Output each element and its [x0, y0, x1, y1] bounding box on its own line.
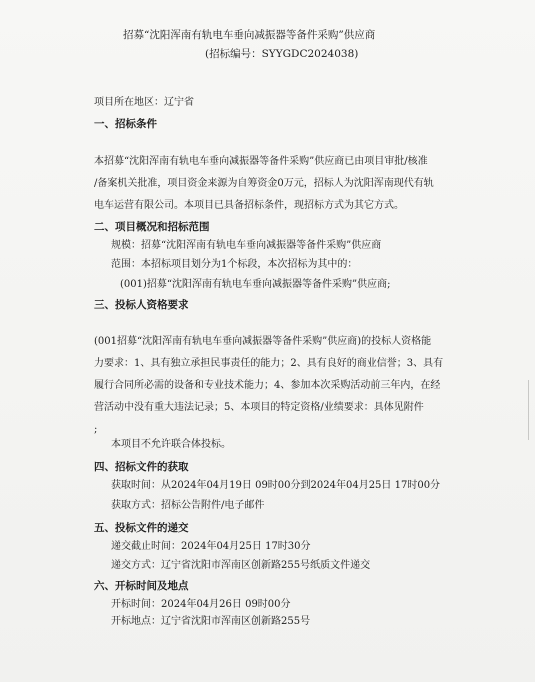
paragraph-line: /备案机关批准，项目资金来源为自筹资金0万元，招标人为沈阳浑南现代有轨	[94, 178, 434, 189]
lot-line: (001)招募“沈阳浑南有轨电车垂向减振器等备件采购”供应商;	[120, 279, 391, 290]
section-heading-3: 三、投标人资格要求	[94, 299, 189, 311]
consortium-note: 本项目不允许联合体投标。	[111, 439, 231, 450]
submission-method: 递交方式：辽宁省沈阳市浑南区创新路255号纸质文件递交	[111, 560, 371, 571]
page-edge-line	[528, 380, 529, 440]
acquire-method: 获取方式：招标公告附件/电子邮件	[111, 500, 265, 511]
acquire-time: 获取时间：从2024年04月19日 09时00分到2024年04月25日 17时00分	[111, 480, 441, 491]
paragraph-line: ;	[94, 424, 98, 435]
tender-code: (招标编号：SYYGDC2024038)	[205, 48, 359, 60]
paragraph-line: 本招募“沈阳浑南有轨电车垂向减振器等备件采购”供应商已由项目审批/核准	[94, 156, 428, 167]
submission-deadline: 递交截止时间：2024年04月25日 17时30分	[111, 541, 311, 552]
opening-place: 开标地点：辽宁省沈阳市浑南区创新路255号	[111, 616, 311, 627]
paragraph-line: 营活动中没有重大违法记录；5、本项目的特定资格/业绩要求：具体见附件	[94, 402, 424, 413]
document-title: 招募“沈阳浑南有轨电车垂向减振器等备件采购”供应商	[123, 29, 376, 41]
section-heading-4: 四、招标文件的获取	[94, 461, 189, 473]
section-heading-5: 五、投标文件的递交	[94, 522, 189, 534]
scope-line: 范围：本招标项目划分为1个标段，本次招标为其中的：	[111, 259, 358, 270]
paragraph-line: (001招募“沈阳浑南有轨电车垂向减振器等备件采购”供应商)的投标人资格能	[94, 336, 432, 347]
paragraph-line: 力要求：1、具有独立承担民事责任的能力；2、具有良好的商业信誉；3、具有	[94, 358, 444, 369]
project-region: 项目所在地区：辽宁省	[94, 97, 194, 108]
paragraph-line: 电车运营有限公司。本项目已具备招标条件，现招标方式为其它方式。	[94, 200, 404, 211]
paragraph-line: 履行合同所必需的设备和专业技术能力；4、参加本次采购活动前三年内，在经	[94, 380, 441, 391]
section-heading-1: 一、招标条件	[94, 118, 157, 130]
section-heading-6: 六、开标时间及地点	[94, 580, 189, 592]
section-heading-2: 二、项目概况和招标范围	[94, 221, 210, 233]
scale-line: 规模：招募“沈阳浑南有轨电车垂向减振器等备件采购”供应商	[111, 240, 382, 251]
opening-time: 开标时间：2024年04月26日 09时00分	[111, 599, 291, 610]
